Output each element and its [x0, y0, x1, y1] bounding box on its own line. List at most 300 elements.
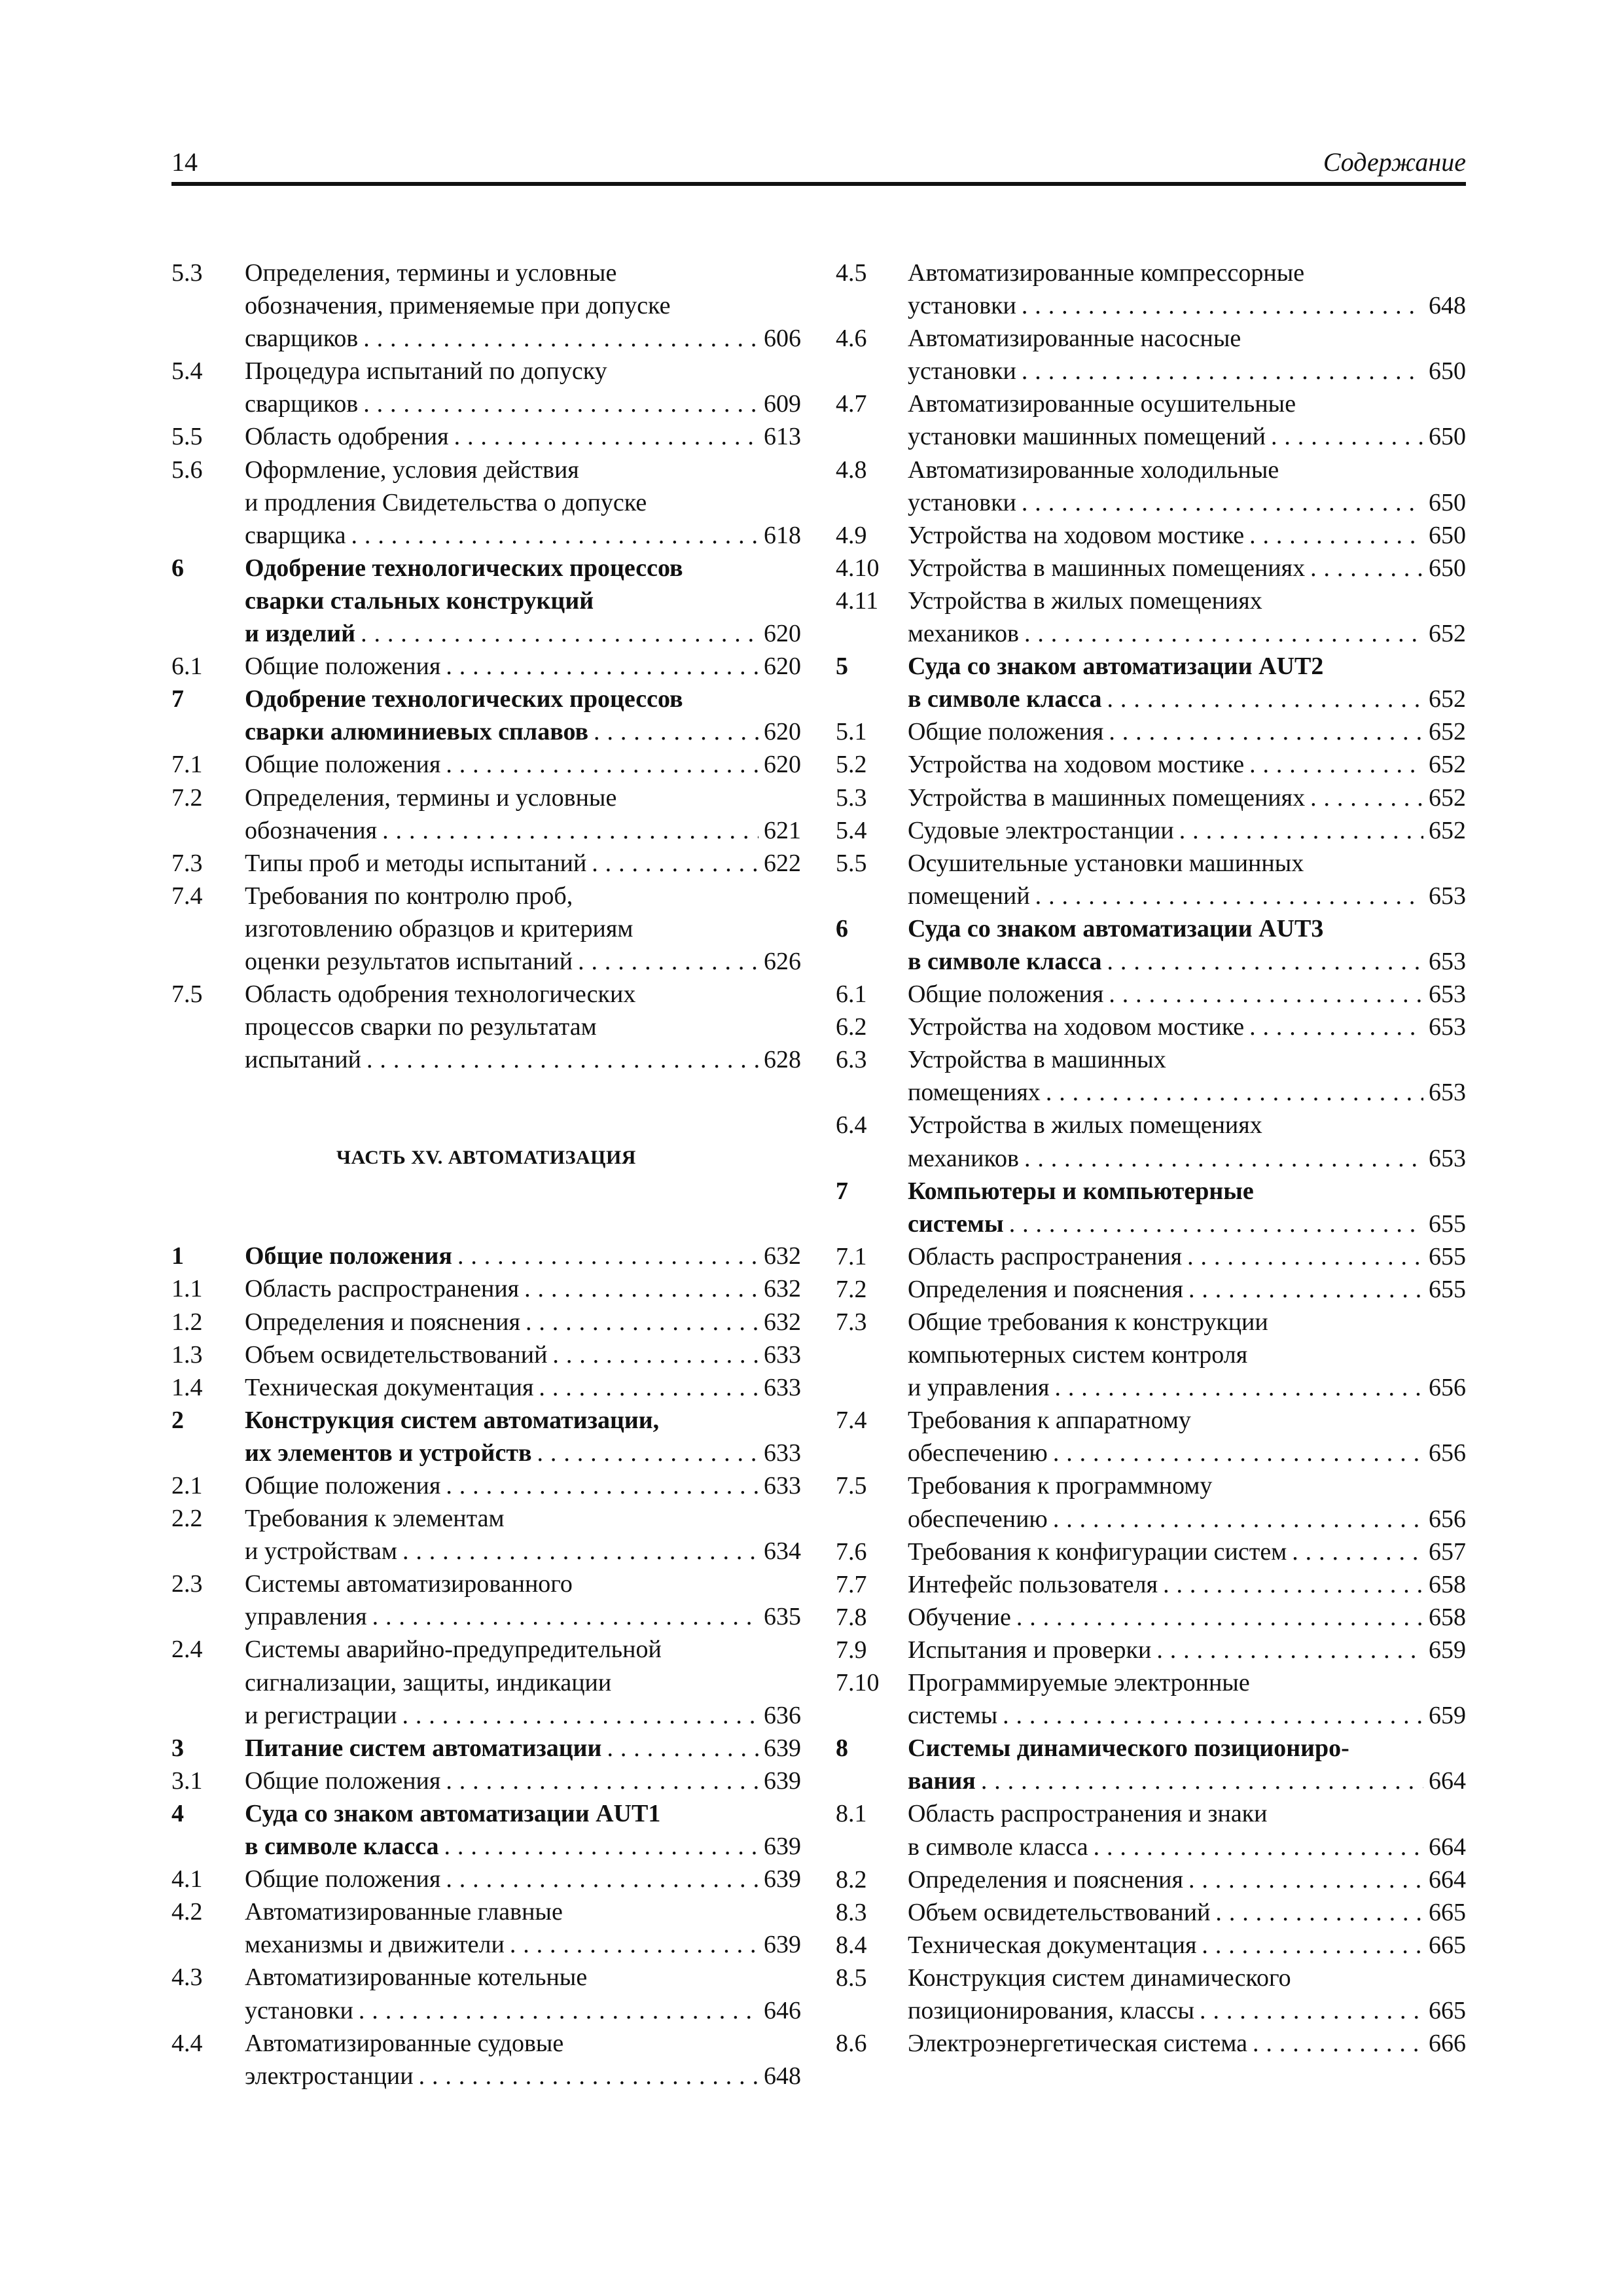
dot-leader: [397, 1535, 758, 1568]
toc-entry[interactable]: [171, 1502, 801, 1568]
dot-leader: [358, 322, 758, 355]
toc-entry-page: 657: [1429, 1537, 1466, 1566]
toc-entry-page: 656: [1429, 1374, 1466, 1402]
toc-entry-number: 2.2: [171, 1505, 203, 1533]
toc-entry-last-line: [908, 748, 1466, 781]
toc-entry-body: [245, 1371, 801, 1404]
toc-entry-last-line: [908, 519, 1466, 552]
toc-entry-page: 626: [764, 947, 801, 975]
toc-entry[interactable]: [171, 355, 801, 420]
dot-leader: [1247, 2027, 1423, 2060]
toc-entry-body: [908, 1797, 1466, 1863]
dot-leader: [1194, 1994, 1423, 2027]
toc-entry-number: 3.1: [171, 1767, 203, 1795]
dot-leader: [586, 847, 758, 880]
toc-entry-number: 1.3: [171, 1340, 203, 1369]
toc-entry[interactable]: [836, 978, 1466, 1011]
toc-entry-title-line: Системы автоматизированного: [245, 1570, 573, 1598]
toc-entry-page: 652: [1429, 751, 1466, 779]
toc-entry[interactable]: [836, 1273, 1466, 1306]
toc-entry-title-line: Определения и пояснения: [908, 1865, 1183, 1893]
toc-entry-body: [908, 650, 1466, 715]
toc-entry[interactable]: [836, 1043, 1466, 1109]
dot-leader: [355, 617, 758, 650]
toc-entry-number: 4.3: [171, 1964, 203, 1992]
toc-entry[interactable]: [171, 1765, 801, 1797]
page-header: [171, 145, 1466, 186]
toc-entry-body: [245, 650, 801, 683]
toc-entry-body: [908, 1240, 1466, 1273]
page-number: 14: [171, 147, 198, 177]
toc-entry[interactable]: [836, 387, 1466, 453]
toc-entry-last-line: [908, 1240, 1466, 1273]
toc-entry-body: [245, 1863, 801, 1895]
toc-entry-title-line: Устройства на ходовом мостике: [908, 521, 1245, 549]
toc-entry-title-line: Интефейс пользователя: [908, 1570, 1158, 1598]
toc-entry[interactable]: [836, 1634, 1466, 1666]
toc-entry-body: [908, 2027, 1466, 2060]
dot-leader: [449, 420, 758, 453]
toc-entry-title-line: обеспечению: [908, 1505, 1048, 1533]
toc-entry-body: [245, 1272, 801, 1305]
toc-entry-page: 635: [764, 1603, 801, 1631]
toc-entry-number: 7.3: [171, 849, 203, 877]
toc-entry[interactable]: [836, 1240, 1466, 1273]
toc-entry-title-line: изготовлению образцов и критериям: [245, 914, 633, 942]
toc-entry-number: 5.5: [171, 423, 203, 451]
toc-entry-page: 653: [1429, 1079, 1466, 1107]
toc-entry-page: 665: [1429, 1931, 1466, 1959]
toc-entry-last-line: [245, 387, 801, 420]
toc-entry-number: 6.4: [836, 1111, 867, 1139]
toc-entry-page: 652: [1429, 718, 1466, 746]
toc-entry-title-line: помещениях: [908, 1079, 1041, 1107]
toc-entry-title-line: установки: [908, 292, 1016, 320]
toc-entry-number: 7: [171, 685, 184, 713]
toc-entry-number: 8.2: [836, 1865, 867, 1893]
toc-entry-last-line: [908, 289, 1466, 322]
toc-entry-title-line: в символе класса: [245, 1833, 439, 1861]
toc-left-top-list: [171, 257, 801, 1076]
toc-entry-title-line: механиков: [908, 1144, 1019, 1172]
toc-entry-page: 664: [1429, 1767, 1466, 1795]
dot-leader: [976, 1765, 1423, 1797]
toc-entry-title-line: Общие положения: [908, 980, 1104, 1009]
toc-entry[interactable]: [171, 1961, 801, 2026]
toc-entry-number: 5.3: [836, 783, 867, 812]
toc-entry-body: [908, 1896, 1466, 1929]
toc-entry-title-line: Требования к конфигурации систем: [908, 1537, 1287, 1566]
dot-leader: [1041, 1076, 1423, 1109]
toc-entry-title-line: помещений: [908, 882, 1030, 910]
dot-leader: [1103, 715, 1423, 748]
toc-entry-title-line: механизмы и движители: [245, 1931, 505, 1959]
toc-entry-number: 6.1: [836, 980, 867, 1009]
toc-entry-title-line: Обучение: [908, 1603, 1011, 1631]
toc-entry[interactable]: [836, 1306, 1466, 1404]
toc-entry[interactable]: [171, 1469, 801, 1502]
dot-leader: [588, 715, 758, 748]
toc-entry-body: [908, 322, 1466, 387]
toc-entry-number: 7: [836, 1177, 848, 1205]
toc-entry[interactable]: [836, 2027, 1466, 2060]
toc-entry-page: 636: [764, 1701, 801, 1729]
toc-entry-last-line: [245, 1928, 801, 1961]
toc-entry-title-line: Область распространения: [908, 1242, 1183, 1270]
toc-entry[interactable]: [836, 847, 1466, 912]
toc-entry-last-line: [908, 486, 1466, 519]
toc-entry-title-line: оценки результатов испытаний: [245, 947, 573, 975]
toc-entry-title-line: Область распространения и знаки: [908, 1800, 1268, 1828]
toc-entry-page: 613: [764, 423, 801, 451]
toc-entry[interactable]: [836, 519, 1466, 552]
dot-leader: [440, 748, 758, 781]
toc-entry[interactable]: [836, 715, 1466, 748]
toc-entry-last-line: [908, 1273, 1466, 1306]
toc-entry-last-line: [908, 1568, 1466, 1601]
toc-entry-last-line: [908, 814, 1466, 847]
dot-leader: [519, 1272, 758, 1305]
toc-entry-last-line: [245, 1535, 801, 1568]
toc-entry-last-line: [908, 1503, 1466, 1535]
toc-entry-body: [245, 1732, 801, 1765]
toc-entry-title-line: Объем освидетельствований: [908, 1898, 1211, 1926]
toc-entry-last-line: [908, 1371, 1466, 1404]
toc-entry-title-line: компьютерных систем контроля: [908, 1341, 1248, 1369]
toc-entry-title-line: сварки стальных конструкций: [245, 586, 594, 615]
toc-entry[interactable]: [171, 1338, 801, 1371]
toc-entry-last-line: [908, 715, 1466, 748]
toc-entry-body: [908, 1634, 1466, 1666]
toc-entry-last-line: [245, 519, 801, 552]
toc-entry-page: 653: [1429, 947, 1466, 975]
toc-entry-title-line: Устройства в машинных помещениях: [908, 554, 1306, 582]
toc-entry-body: [245, 1338, 801, 1371]
toc-entry-number: 6: [171, 554, 184, 582]
toc-entry[interactable]: [836, 1929, 1466, 1962]
toc-entry-title-line: Оформление, условия действия: [245, 456, 579, 484]
toc-entry-body: [908, 1929, 1466, 1962]
toc-entry-last-line: [908, 1076, 1466, 1109]
dot-leader: [547, 1338, 758, 1371]
dot-leader: [440, 650, 758, 683]
toc-entry-page: 620: [764, 718, 801, 746]
toc-entry-title-line: сварщиков: [245, 390, 359, 418]
toc-entry-last-line: [908, 1535, 1466, 1568]
toc-entry-last-line: [245, 420, 801, 453]
toc-entry-body: [245, 880, 801, 978]
toc-entry[interactable]: [836, 1469, 1466, 1535]
toc-entry-number: 6.2: [836, 1013, 867, 1041]
toc-entry-body: [908, 1863, 1466, 1896]
toc-entry-title-line: Системы аварийно-предупредительной: [245, 1636, 662, 1664]
toc-entry[interactable]: [836, 1666, 1466, 1732]
toc-entry-last-line: [245, 1338, 801, 1371]
toc-entry-title-line: установки: [245, 1996, 353, 2024]
toc-entry-last-line: [908, 1142, 1466, 1175]
toc-entry-last-line: [908, 945, 1466, 978]
toc-entry-page: 639: [764, 1833, 801, 1861]
running-title: Содержание: [1323, 147, 1466, 177]
toc-entry-body: [245, 1404, 801, 1469]
toc-entry[interactable]: [836, 1863, 1466, 1896]
toc-entry[interactable]: [171, 978, 801, 1076]
toc-entry-body: [245, 781, 801, 847]
toc-entry-title-line: Автоматизированные компрессорные: [908, 259, 1305, 287]
toc-entry[interactable]: [836, 552, 1466, 584]
toc-entry-last-line: [908, 1896, 1466, 1929]
toc-entry-body: [908, 387, 1466, 453]
toc-entry-body: [245, 420, 801, 453]
toc-entry-title-line: Требования к программному: [908, 1472, 1213, 1500]
toc-entry-page: 658: [1429, 1570, 1466, 1598]
dot-leader: [1004, 1208, 1423, 1240]
toc-entry-page: 666: [1429, 2030, 1466, 2058]
toc-entry-title-line: установки: [908, 488, 1016, 516]
toc-entry-title-line: Определения, термины и условные: [245, 783, 617, 812]
toc-entry-body: [245, 1765, 801, 1797]
dot-leader: [1244, 748, 1423, 781]
toc-entry[interactable]: [171, 781, 801, 847]
toc-entry-title-line: вания: [908, 1767, 976, 1795]
toc-entry[interactable]: [836, 912, 1466, 978]
toc-entry-page: 652: [1429, 783, 1466, 812]
toc-entry[interactable]: [836, 1568, 1466, 1601]
toc-entry[interactable]: [836, 1896, 1466, 1929]
toc-entry[interactable]: [171, 1633, 801, 1731]
toc-entry-last-line: [908, 781, 1466, 814]
toc-entry[interactable]: [171, 847, 801, 880]
toc-entry-title-line: Типы проб и методы испытаний: [245, 849, 587, 877]
toc-entry-body: [908, 1306, 1466, 1404]
toc-entry-last-line: [245, 1765, 801, 1797]
toc-entry-title-line: в символе класса: [908, 685, 1102, 713]
toc-entry-body: [245, 1568, 801, 1633]
toc-entry[interactable]: [836, 1797, 1466, 1863]
toc-entry-number: 4.7: [836, 390, 867, 418]
dot-leader: [1048, 1437, 1423, 1469]
dot-leader: [1158, 1568, 1423, 1601]
toc-entry-body: [245, 552, 801, 650]
toc-entry-number: 5: [836, 653, 848, 681]
dot-leader: [1016, 486, 1423, 519]
toc-entry-title-line: Автоматизированные холодильные: [908, 456, 1279, 484]
toc-entry-title-line: Процедура испытаний по допуску: [245, 357, 607, 386]
toc-entry[interactable]: [171, 552, 801, 650]
dot-leader: [1016, 289, 1423, 322]
toc-entry[interactable]: [171, 1306, 801, 1338]
toc-entry-title-line: Общие положения: [245, 1767, 441, 1795]
toc-entry-last-line: [908, 1699, 1466, 1732]
toc-entry-title-line: Программируемые электронные: [908, 1669, 1250, 1697]
toc-entry-title-line: Автоматизированные осушительные: [908, 390, 1296, 418]
toc-entry-number: 6.3: [836, 1046, 867, 1074]
dot-leader: [505, 1928, 758, 1961]
dot-leader: [1102, 683, 1423, 715]
toc-entry-body: [245, 257, 801, 355]
toc-entry-last-line: [245, 1830, 801, 1863]
toc-entry[interactable]: [171, 1732, 801, 1765]
dot-leader: [1102, 945, 1423, 978]
part-title: ЧАСТЬ XV. АВТОМАТИЗАЦИЯ: [336, 1147, 636, 1169]
toc-entry-title-line: Автоматизированные судовые: [245, 2029, 564, 2057]
toc-entry[interactable]: [171, 1797, 801, 1863]
toc-left-column: [171, 257, 801, 2092]
toc-entry-number: 4.8: [836, 456, 867, 484]
toc-entry-title-line: Суда со знаком автоматизации AUT3: [908, 914, 1324, 942]
dot-leader: [397, 1699, 758, 1732]
toc-entry-page: 659: [1429, 1702, 1466, 1730]
toc-entry[interactable]: [171, 1240, 801, 1272]
toc-entry[interactable]: [171, 880, 801, 978]
toc-entry-title-line: Требования к аппаратному: [908, 1407, 1191, 1435]
toc-right-column: [836, 257, 1466, 2060]
toc-entry-page: 652: [1429, 685, 1466, 713]
toc-entry-number: 7.8: [836, 1603, 867, 1631]
toc-entry[interactable]: [171, 257, 801, 355]
toc-entry-title-line: установки: [908, 357, 1016, 386]
toc-entry-number: 6: [836, 914, 848, 942]
toc-entry-last-line: [245, 1371, 801, 1404]
toc-entry[interactable]: [836, 1601, 1466, 1634]
toc-entry-page: 609: [764, 390, 801, 418]
toc-entry-number: 4.2: [171, 1898, 203, 1926]
toc-entry[interactable]: [171, 1404, 801, 1469]
toc-entry-body: [908, 1109, 1466, 1174]
toc-entry-page: 665: [1429, 1996, 1466, 2024]
toc-entry[interactable]: [836, 1175, 1466, 1240]
toc-entry-page: 639: [764, 1931, 801, 1959]
toc-entry-title-line: механиков: [908, 620, 1019, 648]
toc-entry-number: 2.1: [171, 1472, 203, 1499]
toc-entry-page: 606: [764, 325, 801, 353]
dot-leader: [358, 387, 758, 420]
toc-entry-last-line: [245, 847, 801, 880]
dot-leader: [440, 1765, 758, 1797]
toc-entry-page: 655: [1429, 1210, 1466, 1238]
toc-entry[interactable]: [836, 1962, 1466, 2027]
toc-entry-body: [908, 1011, 1466, 1043]
toc-entry-number: 4.1: [171, 1865, 203, 1893]
toc-entry-page: 652: [1429, 816, 1466, 844]
dot-leader: [1019, 1142, 1423, 1175]
toc-entry-title-line: Суда со знаком автоматизации AUT2: [908, 653, 1324, 681]
toc-entry-title-line: Устройства на ходовом мостике: [908, 751, 1245, 779]
toc-entry-last-line: [245, 1863, 801, 1895]
toc-entry[interactable]: [836, 781, 1466, 814]
toc-entry-last-line: [245, 650, 801, 683]
toc-entry-body: [908, 1043, 1466, 1109]
dot-leader: [353, 1994, 758, 2027]
toc-entry-title-line: Определения и пояснения: [245, 1308, 520, 1336]
toc-entry-body: [908, 847, 1466, 912]
toc-entry-last-line: [245, 1732, 801, 1765]
toc-entry-number: 8.5: [836, 1964, 867, 1992]
toc-entry[interactable]: [836, 1011, 1466, 1043]
toc-entry[interactable]: [836, 1109, 1466, 1174]
toc-entry-title-line: Область одобрения технологических: [245, 980, 636, 1009]
toc-entry[interactable]: [171, 420, 801, 453]
toc-entry-title-line: Осушительные установки машинных: [908, 849, 1304, 877]
toc-entry-page: 656: [1429, 1505, 1466, 1533]
toc-entry-number: 1.1: [171, 1275, 203, 1303]
toc-entry-page: 650: [1429, 554, 1466, 582]
toc-entry[interactable]: [836, 322, 1466, 387]
toc-entry-title-line: Общие положения: [245, 1242, 452, 1270]
toc-entry-title-line: и устройствам: [245, 1537, 397, 1566]
toc-entry[interactable]: [836, 257, 1466, 322]
toc-entry-last-line: [908, 1437, 1466, 1469]
toc-entry-last-line: [908, 1929, 1466, 1962]
toc-entry-title-line: сварщиков: [245, 325, 359, 353]
toc-entry-page: 622: [764, 849, 801, 877]
toc-entry[interactable]: [836, 584, 1466, 650]
toc-entry[interactable]: [836, 1404, 1466, 1469]
toc-entry-title-line: Устройства в машинных: [908, 1046, 1166, 1074]
toc-entry[interactable]: [171, 1272, 801, 1305]
toc-entry-title-line: Устройства в жилых помещениях: [908, 1111, 1262, 1139]
toc-entry[interactable]: [171, 748, 801, 781]
toc-entry-title-line: Общие положения: [908, 718, 1104, 746]
toc-entry-number: 8.4: [836, 1931, 867, 1959]
toc-entry[interactable]: [836, 1732, 1466, 1797]
toc-entry-title-line: обеспечению: [908, 1439, 1048, 1467]
toc-entry[interactable]: [836, 748, 1466, 781]
toc-entry-page: 655: [1429, 1275, 1466, 1303]
toc-entry-title-line: процессов сварки по результатам: [245, 1013, 597, 1041]
toc-entry[interactable]: [171, 1371, 801, 1404]
toc-entry-body: [245, 355, 801, 420]
toc-entry-body: [245, 1797, 801, 1863]
toc-entry[interactable]: [171, 1895, 801, 1961]
toc-entry-number: 4.5: [836, 259, 867, 287]
toc-entry-title-line: Одобрение технологических процессов: [245, 554, 683, 582]
toc-entry[interactable]: [836, 454, 1466, 519]
toc-entry-body: [245, 1895, 801, 1961]
dot-leader: [1287, 1535, 1423, 1568]
toc-entry-title-line: Компьютеры и компьютерные: [908, 1177, 1254, 1205]
toc-entry-title-line: Общие положения: [245, 1472, 441, 1499]
toc-entry-last-line: [245, 1469, 801, 1502]
toc-entry-title-line: и продления Свидетельства о допуске: [245, 488, 647, 516]
toc-entry[interactable]: [836, 1535, 1466, 1568]
toc-entry[interactable]: [171, 1863, 801, 1895]
toc-entry[interactable]: [836, 650, 1466, 715]
toc-entry[interactable]: [171, 1568, 801, 1633]
toc-entry-page: 652: [1429, 620, 1466, 648]
toc-entry[interactable]: [171, 454, 801, 552]
toc-entry[interactable]: [171, 683, 801, 748]
toc-entry-last-line: [245, 1600, 801, 1633]
toc-entry[interactable]: [171, 2027, 801, 2092]
dot-leader: [440, 1863, 758, 1895]
toc-entry[interactable]: [836, 814, 1466, 847]
toc-entry-page: 648: [1429, 292, 1466, 320]
toc-entry-title-line: Питание систем автоматизации: [245, 1734, 602, 1762]
toc-entry-last-line: [245, 1240, 801, 1272]
toc-entry-last-line: [245, 1437, 801, 1469]
toc-entry-number: 6.1: [171, 653, 203, 681]
toc-entry-page: 653: [1429, 1013, 1466, 1041]
toc-entry-page: 620: [764, 653, 801, 681]
dot-leader: [1103, 978, 1423, 1011]
toc-entry-last-line: [245, 715, 801, 748]
toc-entry-title-line: Общие требования к конструкции: [908, 1308, 1268, 1336]
toc-entry-body: [908, 814, 1466, 847]
toc-entry-title-line: Суда со знаком автоматизации AUT1: [245, 1799, 661, 1827]
toc-entry[interactable]: [171, 650, 801, 683]
toc-entry-last-line: [908, 355, 1466, 387]
